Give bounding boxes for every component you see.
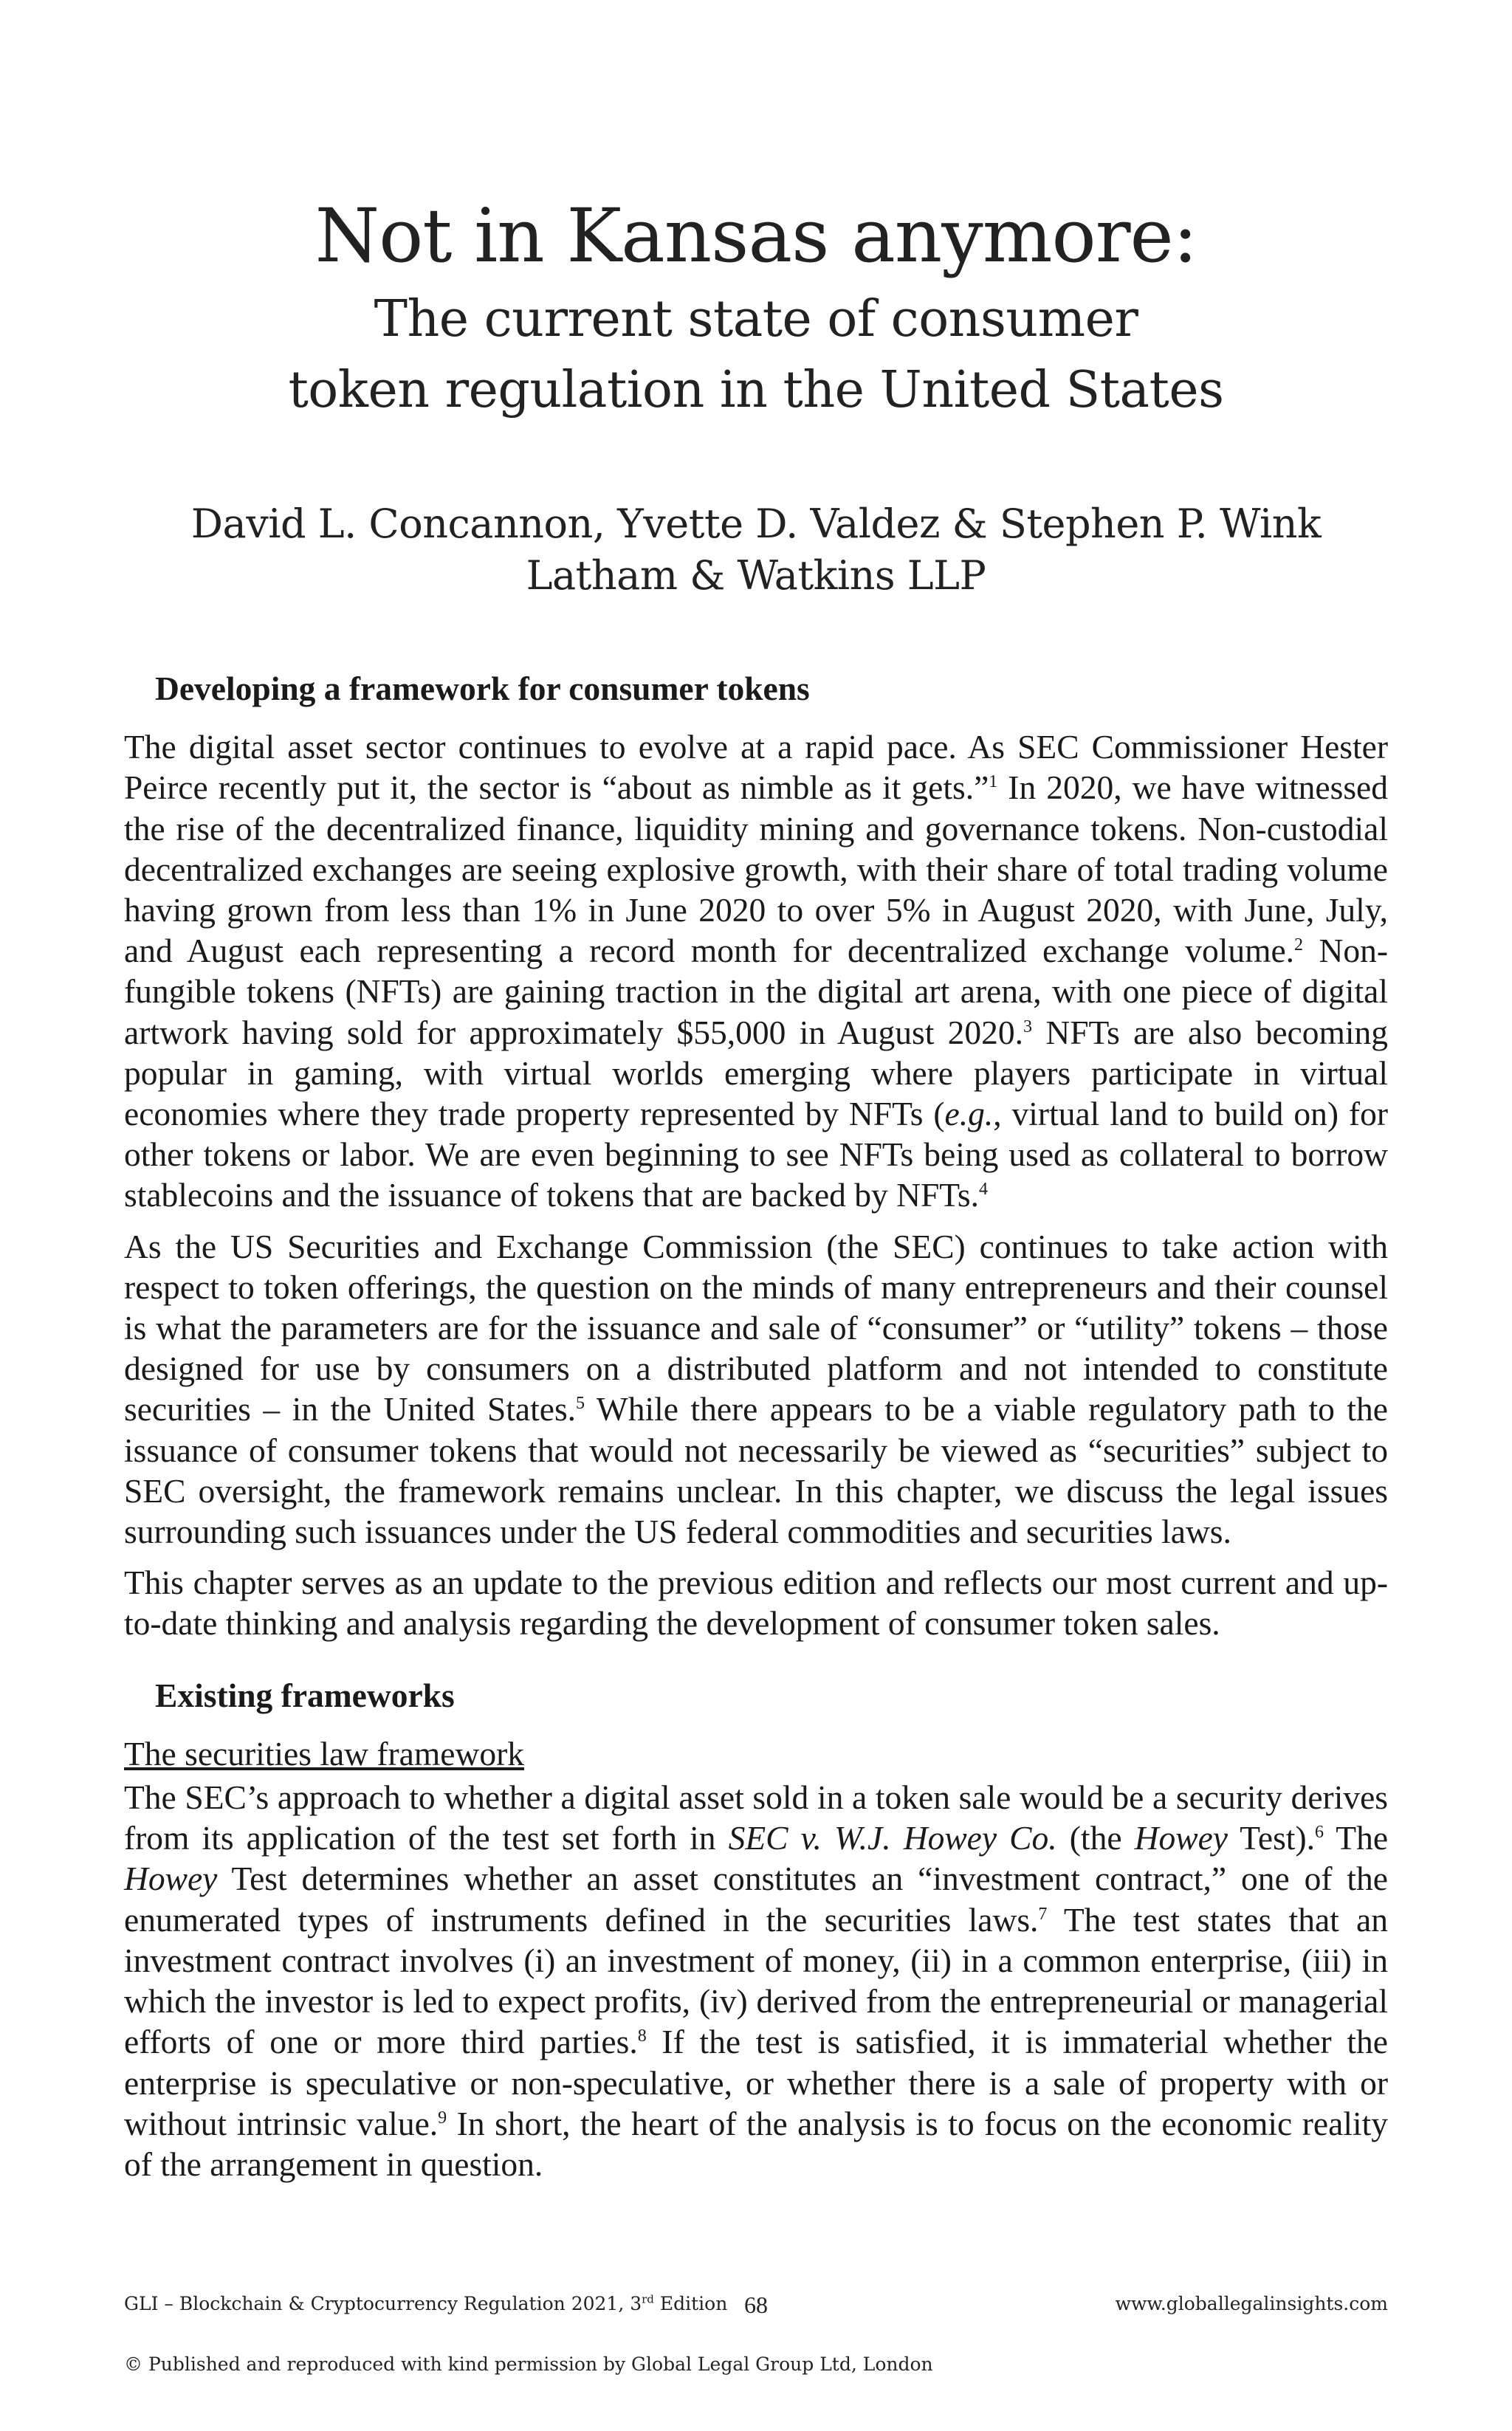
subtitle-line-1: The current state of consumer: [374, 290, 1138, 348]
p2-text-a: As the US Securities and Exchange Commission (the SEC) continues to take action with respect to token offerings, the question on the minds of many entrepreneurs and their counsel is what the parameters are for the issuance and sale of “consumer” or “utility” tokens – those designed for use by consumers on a distributed platform and not intended to constitute securities – in the United States.: [124, 1227, 1388, 1428]
title-block: [0, 188, 1512, 426]
footnote-ref-5: 5: [576, 1394, 585, 1414]
publisher-credit: © Published and reproduced with kind permission by Global Legal Group Ltd, London: [124, 2353, 933, 2375]
subheading-securities: The securities law framework: [124, 1734, 524, 1772]
footer-publication: [124, 2293, 727, 2314]
p1-eg: e.g.: [944, 1095, 994, 1133]
page-title: Not in Kansas anymore:: [315, 193, 1197, 279]
p4-text-a: The SEC’s approach to whether a digital asset sold in a token sale would be a security derives from its application of the test set forth in: [124, 1778, 1388, 1857]
footnote-ref-8: 8: [637, 2026, 647, 2046]
p4-text-e: Test determines whether an asset constitutes an “investment contract,” one of the enumerated types of instruments defined in the securities laws.: [124, 1860, 1388, 1939]
footnote-ref-7: 7: [1038, 1904, 1048, 1924]
page-number: 68: [744, 2291, 768, 2318]
paragraph-3: This chapter serves as an update to the previous edition and reflects our most current and up-to-date thinking and analysis regarding the development of consumer token sales.: [124, 1564, 1388, 1643]
paragraph-2: [124, 1226, 1388, 1553]
section-spacer: [124, 1654, 1388, 1675]
p4-text-f: The test states that an investment contract involves (i) an investment of money, (ii) in a common enterprise, (iii) in which the investor is led to expect profits, (iv) derived from the entrepreneurial or managerial efforts of one or more third parties.: [124, 1900, 1388, 2061]
footnote-ref-1: 1: [989, 772, 998, 792]
p2-text-b: While there appears to be a viable regulatory path to the issuance of consumer tokens that would not necessarily be viewed as “securities” subject to SEC oversight, the framework remains unclear. In this chapter, we discuss the legal issues surrounding such issuances under the US federal commodities and securities laws.: [124, 1390, 1388, 1551]
author-names: David L. Concannon, Yvette D. Valdez & Stephen P. Wink: [190, 501, 1322, 547]
p1-text-b: In 2020, we have witnessed the rise of the decentralized finance, liquidity mining and governance tokens. Non-custodial decentralized exchanges are seeing explosive growth, with their share of total trading volume having grown from less than 1% in June 2020 to over 5% in August 2020, with June, July, and August each representing a record month for decentralized exchange volume.: [124, 769, 1388, 970]
section-heading-existing: Existing frameworks: [155, 1676, 455, 1714]
p4-howey-1: Howey: [1134, 1819, 1228, 1857]
footnote-ref-3: 3: [1023, 1017, 1033, 1036]
p1-text-e: , virtual land to build on) for other tokens or labor. We are even beginning to see NFTs being used as collateral to borrow stablecoins and the issuance of tokens that are backed by NFTs.: [124, 1095, 1388, 1214]
p1-text-d: NFTs are also becoming popular in gaming, with virtual worlds emerging where players participate in virtual economies where they trade property represented by NFTs (: [124, 1013, 1388, 1133]
footer-publication-text: GLI – Blockchain & Cryptocurrency Regulation 2021, 3: [124, 2293, 642, 2314]
p1-text-c: Non-fungible tokens (NFTs) are gaining traction in the digital art arena, with one piece of digital artwork having sold for approximately $55,000 in August 2020.: [124, 932, 1388, 1051]
p4-text-g: If the test is satisfied, it is immaterial whether the enterprise is speculative or non-speculative, or whether there is a sale of property with or without intrinsic value.: [124, 2023, 1388, 2142]
law-firm: Latham & Watkins LLP: [526, 552, 986, 599]
footer-edition-word: Edition: [653, 2293, 728, 2314]
footnote-ref-4: 4: [979, 1180, 989, 1200]
footnote-ref-9: 9: [438, 2108, 447, 2128]
section-heading-framework: Developing a framework for consumer tokens: [155, 670, 810, 707]
subtitle-line-2: token regulation in the United States: [288, 361, 1224, 419]
p4-text-h: In short, the heart of the analysis is to focus on the economic reality of the arrangement in question.: [124, 2104, 1388, 2183]
footnote-ref-2: 2: [1294, 935, 1304, 955]
article-body: [124, 668, 1388, 2195]
authors-block: [0, 498, 1512, 602]
p4-text-b: (the: [1056, 1819, 1135, 1857]
p4-text-d: The: [1323, 1819, 1389, 1857]
paragraph-4: [124, 1777, 1388, 2184]
footer-edition-sup: rd: [642, 2292, 654, 2306]
p1-text-a: The digital asset sector continues to evolve at a rapid pace. As SEC Commissioner Hester Peirce recently put it, the sector is “about as nimble as it gets.”: [124, 728, 1388, 807]
footer-website-link[interactable]: www.globallegalinsights.com: [1115, 2293, 1388, 2314]
p4-howey-2: Howey: [124, 1860, 218, 1898]
footnote-ref-6: 6: [1314, 1823, 1324, 1843]
p4-case-name: SEC v. W.J. Howey Co.: [728, 1819, 1057, 1857]
paragraph-1: [124, 726, 1388, 1215]
p4-text-c: Test).: [1228, 1819, 1315, 1857]
